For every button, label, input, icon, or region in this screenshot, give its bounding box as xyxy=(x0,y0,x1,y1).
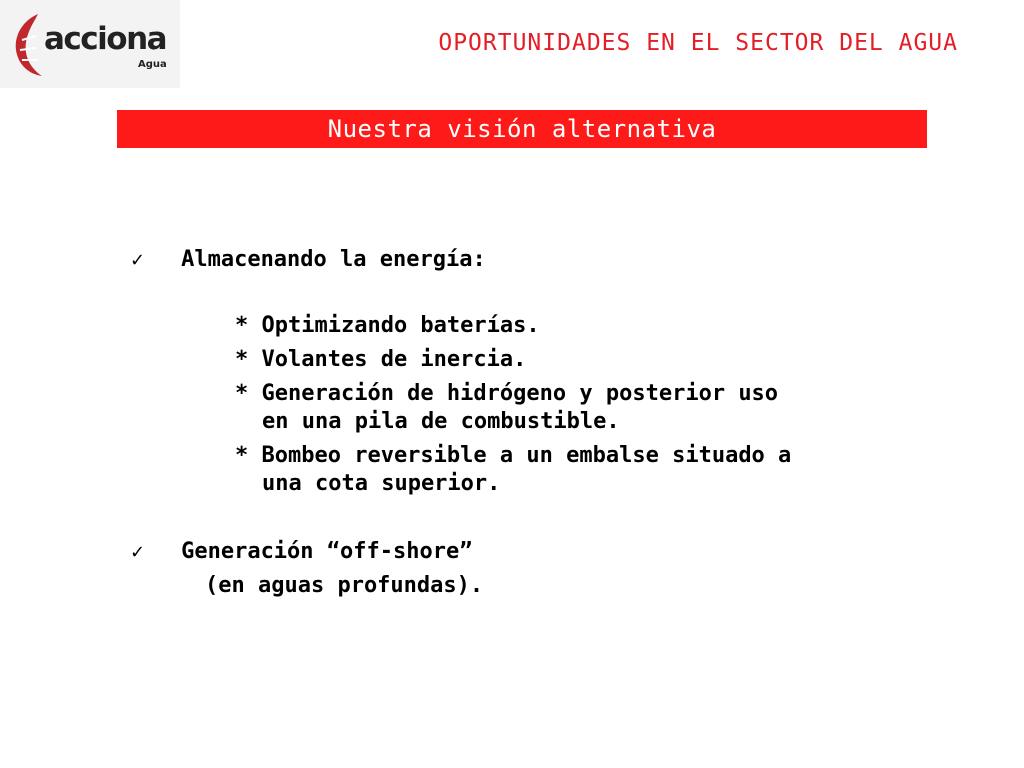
checkmark-icon: ✓ xyxy=(130,542,146,563)
bullet-item-offshore xyxy=(130,538,473,567)
bullet-item-storage xyxy=(130,246,486,275)
sub-bullet: * Optimizando baterías. xyxy=(235,313,540,338)
sub-bullet-continuation: en una pila de combustible. xyxy=(262,409,620,434)
bullet-text: Almacenando la energía: xyxy=(181,247,486,272)
sub-bullet: * Generación de hidrógeno y posterior uso xyxy=(235,381,779,406)
bullet-continuation: (en aguas profundas). xyxy=(205,573,484,598)
sub-bullet-continuation: una cota superior. xyxy=(262,471,501,496)
logo-subtitle: Agua xyxy=(138,59,167,70)
logo-wordmark: acciona xyxy=(44,21,167,57)
bullet-text: Generación “off-shore” xyxy=(181,539,473,564)
sub-bullet: * Volantes de inercia. xyxy=(235,347,527,372)
sub-bullet: * Bombeo reversible a un embalse situado a xyxy=(235,443,792,468)
checkmark-icon: ✓ xyxy=(130,250,146,271)
header-title: OPORTUNIDADES EN EL SECTOR DEL AGUA xyxy=(438,30,958,56)
section-banner: Nuestra visión alternativa xyxy=(117,110,927,148)
